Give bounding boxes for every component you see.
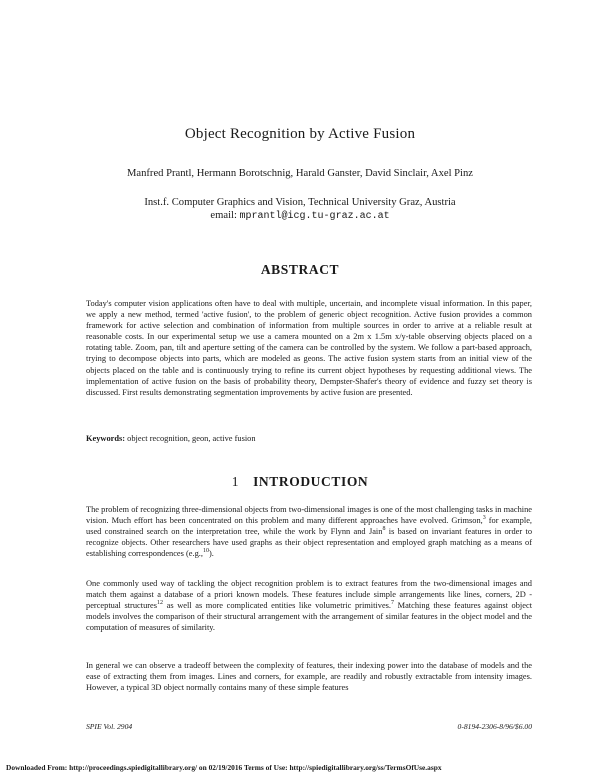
abstract-text: Today's computer vision applications often have to deal with multiple, uncertain, and incomplete visual information. In this paper, we apply a new method, termed 'active fusion', to the problem of generic object recognition. Active fusion provides a common framework for active selection and combination of information from multiple sources in order to arrive at a reliable result at reasonable costs. In our experimental setup we use a camera mounted on a 2m x 1.5m x/y-table observing objects placed on a rotating table. Zoom, pan, tilt and aperture setting of the camera can be controlled by the system. We follow a part-based approach, trying to decompose objects into parts, which are modeled as geons. The active fusion system starts from an initial view of the objects placed on the table and is continuously trying to refine its current object hypotheses by requesting additional views. The implementation of active fusion on the basis of probability theory, Dempster-Shafer's theory of evidence and fuzzy set theory is discussed. First results demonstrating segmentation improvements by active fusion are presented. [86, 299, 532, 397]
intro-paragraph-1 [86, 504, 532, 559]
intro-p1-text-b: for example, used constrained search on the interpretation tree, while the work by Flynn and Jain [86, 516, 533, 537]
keywords-text: object recognition, geon, active fusion [127, 434, 256, 443]
footer-isbn: 0-8194-2306-8/96/$6.00 [457, 722, 532, 731]
citation-ref: 12 [157, 600, 164, 607]
citation-ref: 7 [391, 600, 395, 607]
email-line [0, 209, 600, 223]
intro-p2-text-b: as well as more complicated entities like volumetric primitives. [163, 601, 392, 611]
intro-p1-text-a: The problem of recognizing three-dimensional objects from two-dimensional images is one of the most challenging tasks in machine vision. Much effort has been concentrated on this problem and many different approaches have evolved. Grimson, [86, 505, 532, 526]
intro-paragraph-2 [86, 578, 532, 633]
download-notice[interactable]: Downloaded From: http://proceedings.spiedigitallibrary.org/ on 02/19/2016 Terms of Use: http://spiedigitallibrary.org/ss/TermsOfUse.aspx [6, 763, 442, 772]
affiliation-block [0, 196, 600, 223]
citation-ref: 10 [202, 548, 209, 555]
citation-ref: 8 [382, 526, 386, 533]
intro-p1-text-c: is based on invariant features in order to recognize objects. Other researchers have used graphs as their object representation and employed graph matching as a means of establishing correspondences (e.g., [86, 527, 533, 559]
section-heading-introduction [0, 474, 600, 490]
keywords-label: Keywords: [86, 434, 126, 443]
section-number: 1 [231, 474, 240, 489]
abstract-heading: ABSTRACT [260, 262, 340, 277]
email-label: email: [210, 210, 240, 221]
footer-volume: SPIE Vol. 2904 [86, 722, 133, 731]
intro-p2-text-c: Matching these features against object models involves the comparison of their structural arrangement with the arrangement of similar features in the object model and the computation of measures of similarity. [86, 601, 533, 633]
author-list: Manfred Prantl, Hermann Borotschnig, Harald Ganster, David Sinclair, Axel Pinz [126, 168, 473, 179]
author-email[interactable]: mprantl@icg.tu-graz.ac.at [239, 211, 390, 222]
section-title: INTRODUCTION [253, 474, 369, 489]
affiliation: Inst.f. Computer Graphics and Vision, Technical University Graz, Austria [144, 197, 456, 208]
intro-paragraph-3: In general we can observe a tradeoff between the complexity of features, their indexing power into the database of models and the ease of extracting them from images. Lines and corners, for example, are readily and robustly extractable from intensity images. However, a typical 3D object normally contains many of these simple features [86, 661, 532, 693]
intro-p1-text-d: ). [208, 549, 214, 559]
citation-ref: 3 [482, 515, 486, 522]
intro-p2-text-a: One commonly used way of tackling the object recognition problem is to extract features from the two-dimensional images and match them against a database of a priori known models. These features include simple arrangements like lines, corners, 2D - perceptual structures [86, 579, 532, 611]
keywords-line [86, 434, 532, 443]
paper-title: Object Recognition by Active Fusion [184, 126, 416, 142]
